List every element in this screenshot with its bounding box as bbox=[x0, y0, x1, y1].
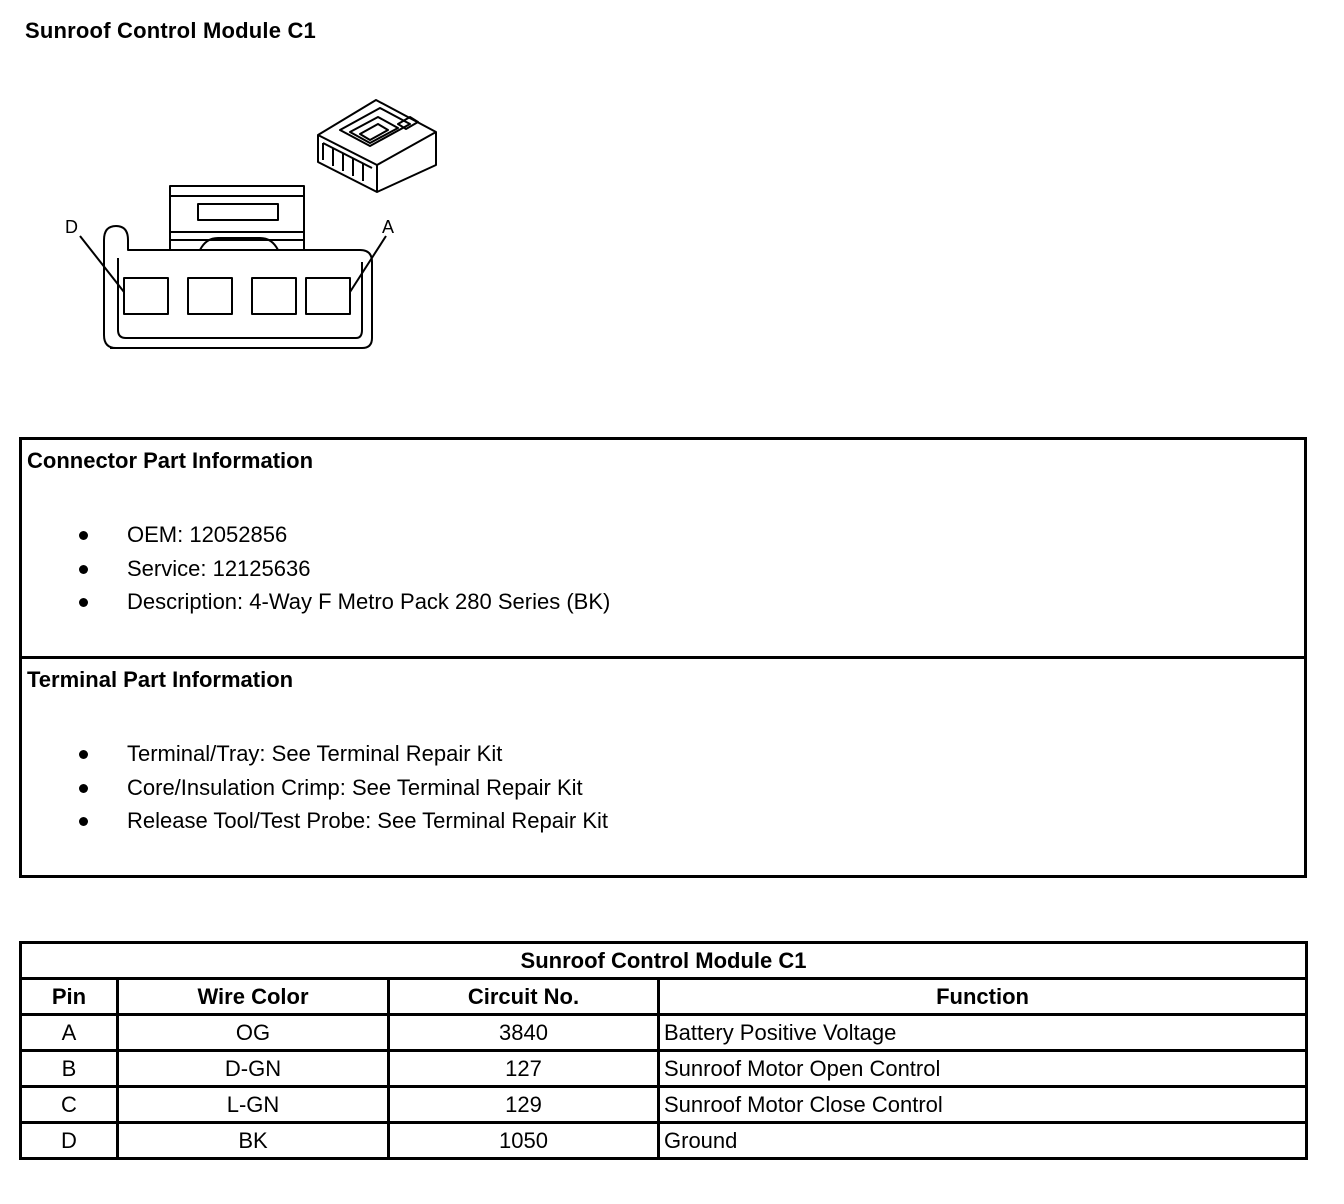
wire-color-cell: L-GN bbox=[118, 1087, 389, 1123]
terminal-part-information bbox=[22, 659, 1304, 875]
circuit-cell: 3840 bbox=[389, 1015, 659, 1051]
cavity-d bbox=[124, 278, 168, 314]
function-cell: Ground bbox=[659, 1123, 1307, 1159]
cavity-a bbox=[306, 278, 350, 314]
page-title: Sunroof Control Module C1 bbox=[25, 18, 316, 43]
connector-info-list bbox=[22, 518, 610, 619]
wire-color-cell: OG bbox=[118, 1015, 389, 1051]
circuit-cell: 1050 bbox=[389, 1123, 659, 1159]
wire-color-cell: BK bbox=[118, 1123, 389, 1159]
pin-cell: D bbox=[21, 1123, 118, 1159]
column-header-pin: Pin bbox=[21, 979, 118, 1015]
column-header-wire-color: Wire Color bbox=[118, 979, 389, 1015]
pin-cell: C bbox=[21, 1087, 118, 1123]
part-information-box bbox=[19, 437, 1307, 878]
circuit-cell: 129 bbox=[389, 1087, 659, 1123]
bullet-icon bbox=[79, 531, 88, 540]
bullet-icon bbox=[79, 598, 88, 607]
pin-label-d: D bbox=[65, 217, 78, 237]
list-item: Description: 4-Way F Metro Pack 280 Series (BK) bbox=[22, 585, 610, 619]
list-item: OEM: 12052856 bbox=[22, 518, 610, 552]
bullet-icon bbox=[79, 784, 88, 793]
connector-info-title: Connector Part Information bbox=[27, 448, 314, 473]
bullet-icon bbox=[79, 565, 88, 574]
table-header-row bbox=[21, 979, 1307, 1015]
column-header-function: Function bbox=[659, 979, 1307, 1015]
table-row bbox=[21, 1087, 1307, 1123]
function-cell: Battery Positive Voltage bbox=[659, 1015, 1307, 1051]
terminal-info-list bbox=[22, 737, 608, 838]
connector-diagram bbox=[0, 0, 460, 360]
function-cell: Sunroof Motor Close Control bbox=[659, 1087, 1307, 1123]
list-item: Core/Insulation Crimp: See Terminal Repair Kit bbox=[22, 771, 608, 805]
terminal-info-title: Terminal Part Information bbox=[27, 667, 294, 692]
cavity-c bbox=[188, 278, 232, 314]
list-item: Service: 12125636 bbox=[22, 552, 610, 586]
table-title: Sunroof Control Module C1 bbox=[21, 943, 1307, 979]
bullet-icon bbox=[79, 750, 88, 759]
pin-table bbox=[19, 941, 1308, 1160]
list-item: Release Tool/Test Probe: See Terminal Repair Kit bbox=[22, 804, 608, 838]
cavity-b bbox=[252, 278, 296, 314]
pin-cell: B bbox=[21, 1051, 118, 1087]
bullet-icon bbox=[79, 817, 88, 826]
list-item: Terminal/Tray: See Terminal Repair Kit bbox=[22, 737, 608, 771]
function-cell: Sunroof Motor Open Control bbox=[659, 1051, 1307, 1087]
connector-front-view bbox=[80, 186, 386, 348]
wire-color-cell: D-GN bbox=[118, 1051, 389, 1087]
table-row bbox=[21, 1051, 1307, 1087]
circuit-cell: 127 bbox=[389, 1051, 659, 1087]
connector-isometric-icon bbox=[318, 100, 436, 192]
pin-cell: A bbox=[21, 1015, 118, 1051]
connector-part-information bbox=[22, 440, 1304, 656]
column-header-circuit-no: Circuit No. bbox=[389, 979, 659, 1015]
pin-label-a: A bbox=[382, 217, 395, 237]
leader-line-a bbox=[350, 236, 386, 292]
table-row bbox=[21, 1123, 1307, 1159]
table-row bbox=[21, 1015, 1307, 1051]
